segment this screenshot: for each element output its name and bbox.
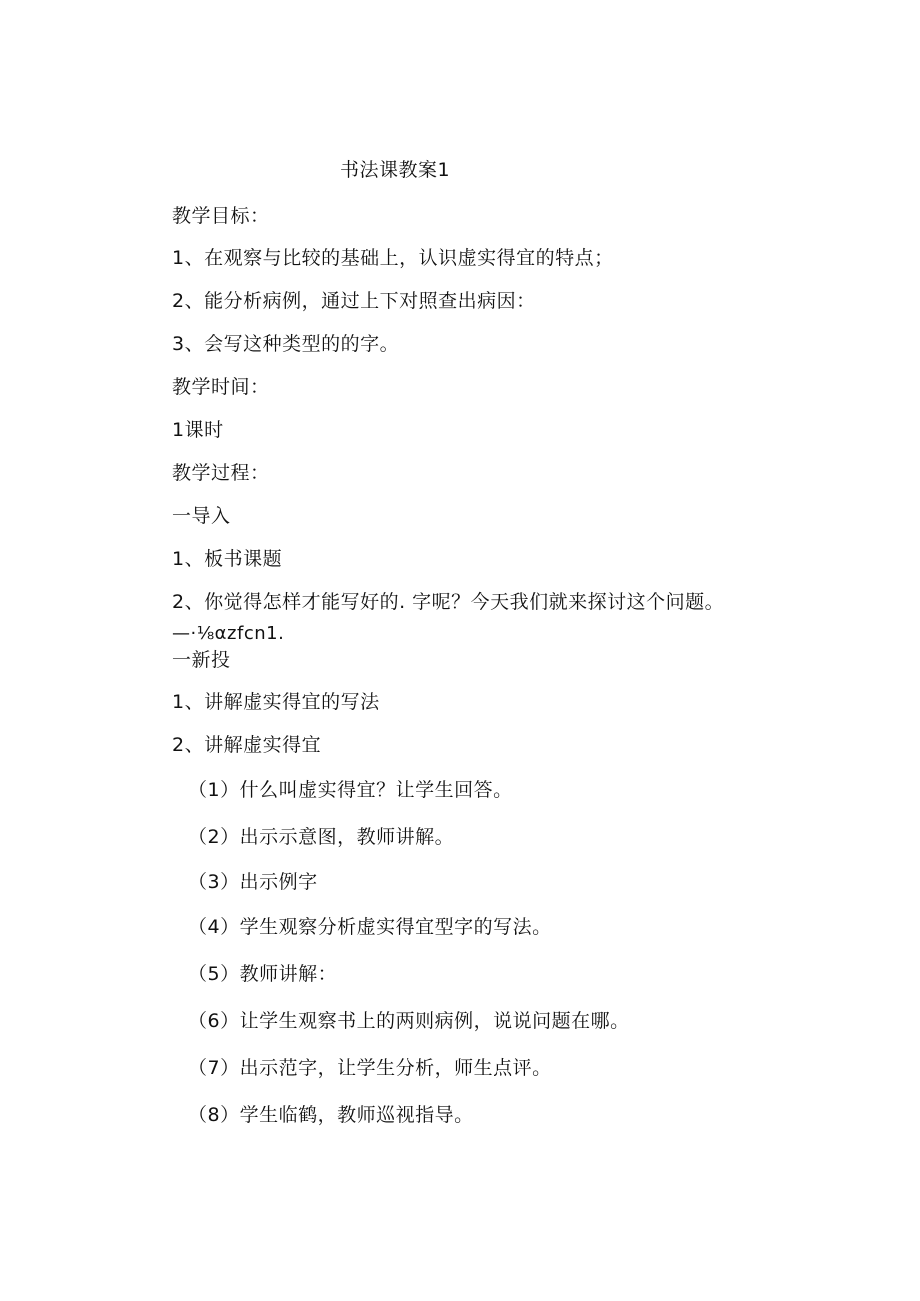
step-item-2: （2）出示示意图，教师讲解。 — [188, 826, 455, 848]
garbled-line: —·⅛αzfcn1. — [172, 623, 285, 644]
intro-item-1: 1、板书课题 — [172, 548, 283, 570]
step-item-5: （5）教师讲解： — [188, 963, 338, 985]
time-value: 1课时 — [172, 419, 224, 441]
section-heading-objectives: 教学目标： — [172, 205, 270, 227]
step-item-8: （8）学生临鹤，教师巡视指导。 — [188, 1104, 474, 1126]
new-item-1: 1、讲解虚实得宜的写法 — [172, 691, 380, 713]
new-item-2: 2、讲解虚实得宜 — [172, 734, 322, 756]
process-part-intro: 一导入 — [172, 505, 231, 527]
step-item-3: （3）出示例字 — [188, 871, 318, 893]
objective-item-1: 1、在观察与比较的基础上，认识虚实得宜的特点； — [172, 247, 614, 269]
step-item-7: （7）出示范字，让学生分析，师生点评。 — [188, 1057, 552, 1079]
step-item-4: （4）学生观察分析虚实得宜型字的写法。 — [188, 916, 552, 938]
section-heading-time: 教学时间： — [172, 376, 270, 398]
step-item-1: （1）什么叫虚实得宜？让学生回答。 — [188, 779, 513, 801]
step-item-6: （6）让学生观察书上的两则病例，说说问题在哪。 — [188, 1010, 630, 1032]
objective-item-2: 2、能分析病例，通过上下对照查出病因： — [172, 290, 536, 312]
document-title: 书法课教案1 — [340, 159, 451, 181]
process-part-new: 一新投 — [172, 649, 231, 671]
section-heading-process: 教学过程： — [172, 462, 270, 484]
objective-item-3: 3、会写这种类型的的字。 — [172, 333, 400, 355]
intro-item-2: 2、你觉得怎样才能写好的. 字呢？今天我们就来探讨这个问题。 — [172, 591, 725, 613]
